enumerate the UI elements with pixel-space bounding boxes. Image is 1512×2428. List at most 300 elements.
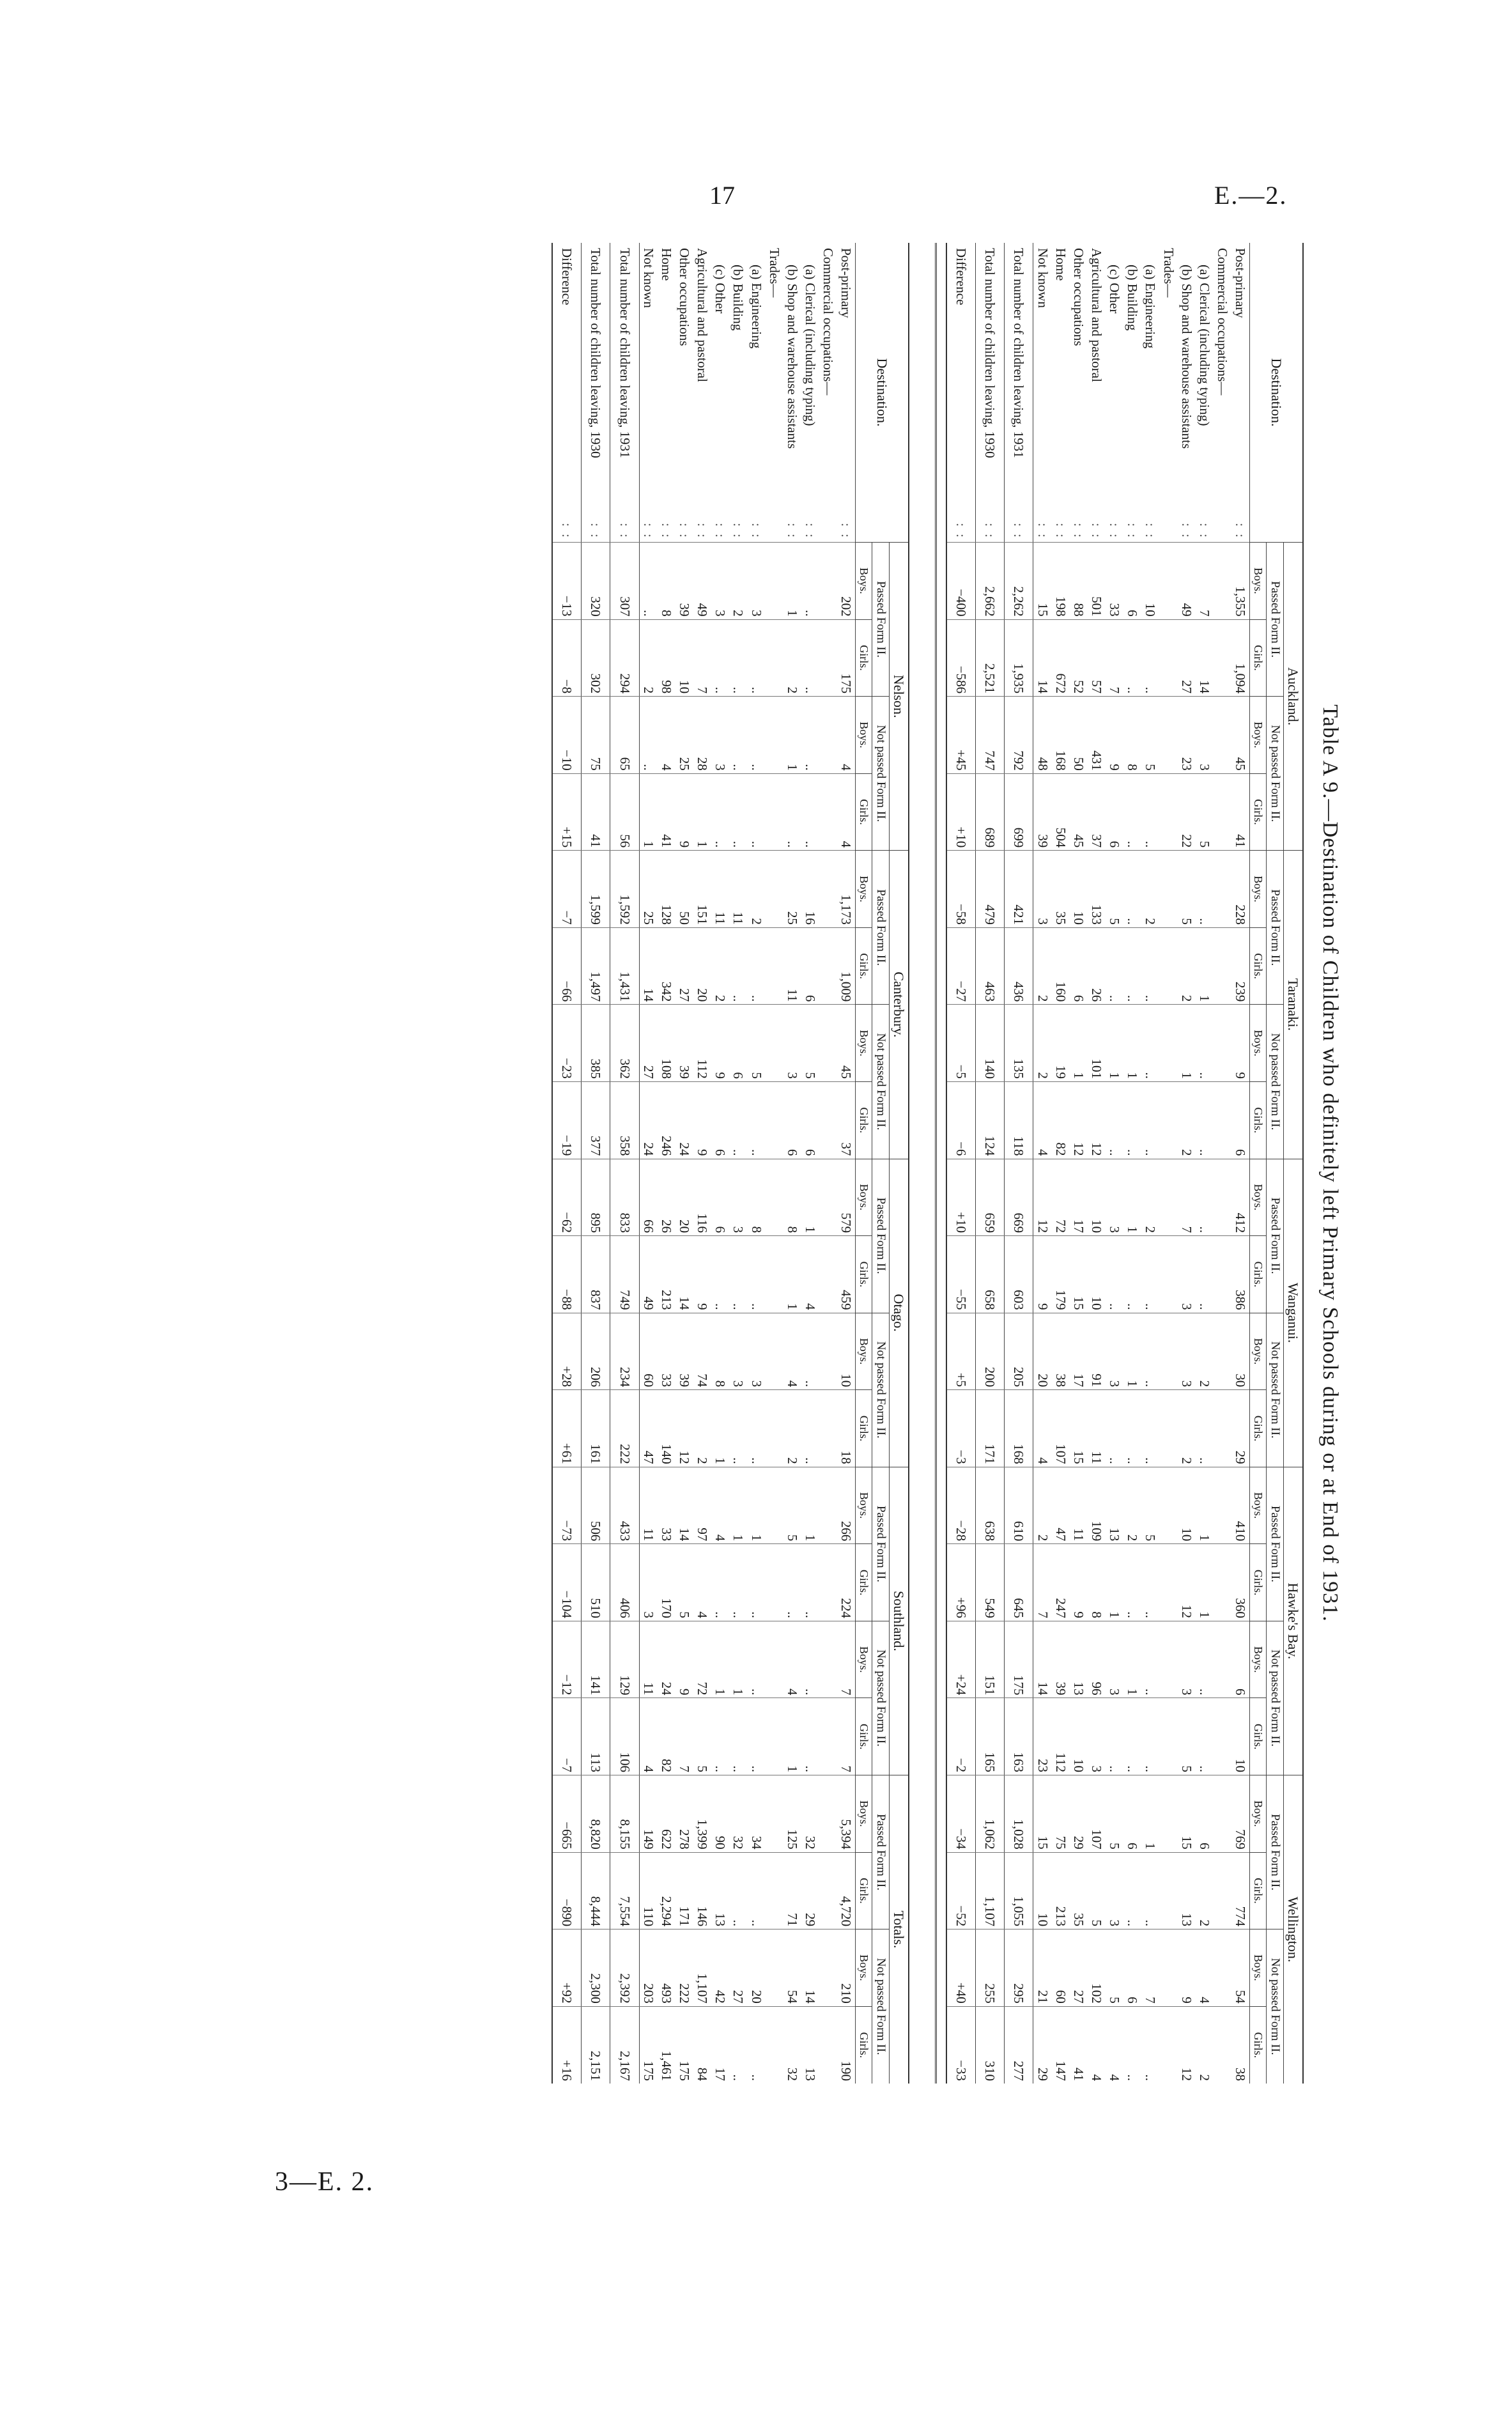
row-label-text: Home bbox=[658, 248, 674, 281]
table-cell: 84 bbox=[693, 2006, 711, 2084]
table-cell: 792 bbox=[1005, 697, 1033, 774]
row-label-text: Home bbox=[1053, 248, 1068, 281]
row-label bbox=[711, 243, 729, 543]
leader-dots: : : bbox=[1070, 523, 1086, 539]
table-cell: 116 bbox=[693, 1159, 711, 1236]
sex-header: Girls. bbox=[856, 2006, 872, 2084]
table-cell: 82 bbox=[1052, 1081, 1070, 1159]
table-cell: 222 bbox=[675, 1929, 693, 2007]
form-status-header: Not passed Form II. bbox=[872, 1005, 889, 1159]
table-cell: 2,294 bbox=[658, 1852, 675, 1929]
table-cell bbox=[819, 1005, 837, 1082]
table-row bbox=[1052, 243, 1070, 2084]
table-cell: .. bbox=[1141, 1313, 1159, 1390]
table-cell: 10 bbox=[1070, 851, 1088, 928]
table-cell bbox=[1159, 697, 1177, 774]
leader-dots: : : bbox=[676, 523, 692, 539]
form-status-header: Not passed Form II. bbox=[1266, 1313, 1283, 1467]
row-label-text: Post-primary bbox=[1233, 248, 1249, 318]
table-cell: 66 bbox=[639, 1159, 658, 1236]
sex-header: Girls. bbox=[1250, 1236, 1267, 1313]
table-cell: 33 bbox=[658, 1467, 675, 1544]
table-cell: 479 bbox=[976, 851, 1005, 928]
table-cell: 421 bbox=[1005, 851, 1033, 928]
table-cell: 3 bbox=[729, 1159, 747, 1236]
row-label bbox=[1052, 243, 1070, 543]
table-cell: 24 bbox=[639, 1081, 658, 1159]
table-cell: 1,107 bbox=[693, 1929, 711, 2007]
table-cell: −88 bbox=[552, 1236, 582, 1313]
table-cell: .. bbox=[747, 1390, 765, 1467]
leader-dots: : : bbox=[588, 523, 604, 539]
table-cell: .. bbox=[729, 1081, 747, 1159]
table-cell: 26 bbox=[1088, 927, 1106, 1005]
table-cell bbox=[766, 1236, 783, 1313]
table-cell: 8 bbox=[658, 543, 675, 620]
table-cell bbox=[1159, 851, 1177, 928]
row-label bbox=[946, 243, 976, 543]
table-cell: .. bbox=[747, 1852, 765, 1929]
table-cell bbox=[1159, 2006, 1177, 2084]
sex-header: Girls. bbox=[856, 1852, 872, 1929]
form-status-header: Passed Form II. bbox=[1266, 1159, 1283, 1313]
table-cell: 4,720 bbox=[837, 1852, 856, 1929]
table-cell: .. bbox=[639, 697, 658, 774]
table-cell: .. bbox=[1196, 1159, 1214, 1236]
table-cell: −5 bbox=[946, 1005, 976, 1082]
table-cell: 9 bbox=[675, 1621, 693, 1698]
sex-header: Girls. bbox=[856, 1544, 872, 1621]
table-cell: .. bbox=[1106, 1698, 1123, 1775]
table-cell: 638 bbox=[976, 1467, 1005, 1544]
form-status-header: Not passed Form II. bbox=[1266, 1929, 1283, 2084]
table-cell: .. bbox=[801, 543, 819, 620]
table-cell: 11 bbox=[729, 851, 747, 928]
row-label-text: (a) Clerical (including typing) bbox=[1196, 265, 1212, 426]
table-cell: 49 bbox=[693, 543, 711, 620]
table-cell: 82 bbox=[658, 1698, 675, 1775]
form-status-header: Passed Form II. bbox=[872, 1775, 889, 1929]
table-cell: 7 bbox=[675, 1698, 693, 1775]
table-cell: 20 bbox=[1033, 1313, 1052, 1390]
row-label-text: (a) Engineering bbox=[1143, 265, 1159, 349]
table-cell: .. bbox=[1196, 1081, 1214, 1159]
form-status-header: Passed Form II. bbox=[872, 1159, 889, 1313]
table-cell: 35 bbox=[1070, 1852, 1088, 1929]
table-cell bbox=[819, 543, 837, 620]
sex-header: Boys. bbox=[856, 1005, 872, 1082]
table-cell: 222 bbox=[610, 1390, 639, 1467]
table-cell: 112 bbox=[1052, 1698, 1070, 1775]
table-cell: 1,009 bbox=[837, 927, 856, 1005]
table-cell: .. bbox=[1123, 1081, 1141, 1159]
table-cell bbox=[819, 1159, 837, 1236]
table-cell: 60 bbox=[639, 1313, 658, 1390]
table-cell: 175 bbox=[675, 2006, 693, 2084]
table-cell: 5 bbox=[1106, 1775, 1123, 1853]
table-cell: .. bbox=[729, 1852, 747, 1929]
row-label-text: Commercial occupations— bbox=[821, 248, 837, 396]
table-cell: 124 bbox=[976, 1081, 1005, 1159]
row-label bbox=[747, 243, 765, 543]
table-cell: −62 bbox=[552, 1159, 582, 1236]
table-cell: 27 bbox=[1070, 1929, 1088, 2007]
row-label bbox=[1033, 243, 1052, 543]
table-cell bbox=[819, 927, 837, 1005]
table-cell: .. bbox=[801, 619, 819, 697]
table-cell: 163 bbox=[1005, 1698, 1033, 1775]
table-cell: 5 bbox=[1088, 1852, 1106, 1929]
table-cell: −66 bbox=[552, 927, 582, 1005]
table-cell: 2,300 bbox=[582, 1929, 610, 2007]
sex-header: Girls. bbox=[1250, 1852, 1267, 1929]
table-cell: .. bbox=[639, 543, 658, 620]
sex-header: Boys. bbox=[856, 851, 872, 928]
table-cell: .. bbox=[1123, 1236, 1141, 1313]
table-cell: 41 bbox=[1231, 773, 1250, 851]
row-label-text: Trades— bbox=[766, 248, 782, 298]
table-cell: 45 bbox=[837, 1005, 856, 1082]
table-cell: 12 bbox=[1088, 1081, 1106, 1159]
table-cell bbox=[1214, 1698, 1231, 1775]
sex-header: Girls. bbox=[856, 1698, 872, 1775]
table-cell: 224 bbox=[837, 1544, 856, 1621]
table-cell: 102 bbox=[1088, 1929, 1106, 2007]
table-cell bbox=[766, 1159, 783, 1236]
table-cell bbox=[1214, 1390, 1231, 1467]
row-label-text: Agricultural and pastoral bbox=[695, 248, 711, 382]
table-cell: 5 bbox=[1178, 1698, 1196, 1775]
table-cell: .. bbox=[747, 1081, 765, 1159]
table-cell: 25 bbox=[783, 851, 801, 928]
table-cell: 96 bbox=[1088, 1621, 1106, 1698]
table-cell: 2 bbox=[1033, 927, 1052, 1005]
table-cell: 1,399 bbox=[693, 1775, 711, 1853]
table-cell: 112 bbox=[693, 1005, 711, 1082]
table-cell: 9 bbox=[1070, 1544, 1088, 1621]
table-cell: 689 bbox=[976, 773, 1005, 851]
row-label bbox=[658, 243, 675, 543]
table-cell: 4 bbox=[837, 773, 856, 851]
table-cell bbox=[766, 851, 783, 928]
table-cell: 1 bbox=[801, 1159, 819, 1236]
table-cell: 2 bbox=[783, 619, 801, 697]
table-cell: 5 bbox=[675, 1544, 693, 1621]
form-status-header: Not passed Form II. bbox=[872, 697, 889, 851]
table-cell: −73 bbox=[552, 1467, 582, 1544]
table-cell: 459 bbox=[837, 1236, 856, 1313]
table-row bbox=[747, 243, 765, 2084]
table-cell: 10 bbox=[1231, 1698, 1250, 1775]
table-cell: 20 bbox=[747, 1929, 765, 2007]
table-cell: 622 bbox=[658, 1775, 675, 1853]
table-cell: 3 bbox=[711, 543, 729, 620]
table-cell: 25 bbox=[639, 851, 658, 928]
table-cell: 113 bbox=[582, 1698, 610, 1775]
sex-header: Boys. bbox=[1250, 1159, 1267, 1236]
table-cell bbox=[819, 1621, 837, 1698]
table-cell: 342 bbox=[658, 927, 675, 1005]
leader-dots: : : bbox=[730, 523, 746, 539]
table-cell: 75 bbox=[1052, 1775, 1070, 1853]
table-cell: 6 bbox=[711, 1081, 729, 1159]
table-cell: 18 bbox=[837, 1390, 856, 1467]
form-status-header: Passed Form II. bbox=[1266, 1467, 1283, 1621]
sex-header: Girls. bbox=[856, 1390, 872, 1467]
table-cell: 5 bbox=[747, 1005, 765, 1082]
row-label bbox=[582, 243, 610, 543]
row-label-text: (c) Other bbox=[713, 265, 729, 314]
table-cell: 213 bbox=[1052, 1852, 1070, 1929]
table-cell: 24 bbox=[675, 1081, 693, 1159]
sex-header: Girls. bbox=[1250, 619, 1267, 697]
sex-header: Girls. bbox=[1250, 2006, 1267, 2084]
table-cell: 3 bbox=[1033, 851, 1052, 928]
table-cell: 1,107 bbox=[976, 1852, 1005, 1929]
table-row bbox=[1231, 243, 1250, 2084]
table-title: Table A 9.—Destination of Children who definitely left Primary Schools during or at End of 1931. bbox=[1318, 704, 1342, 1622]
table-row bbox=[693, 243, 711, 2084]
table-cell: 501 bbox=[1088, 543, 1106, 620]
table-cell: 4 bbox=[837, 697, 856, 774]
table-cell: .. bbox=[711, 619, 729, 697]
table-cell: 19 bbox=[1052, 1005, 1070, 1082]
table-cell: 1,461 bbox=[658, 2006, 675, 2084]
table-cell: 7 bbox=[693, 619, 711, 697]
table-cell bbox=[1214, 851, 1231, 928]
table-cell: −400 bbox=[946, 543, 976, 620]
table-cell: 140 bbox=[976, 1005, 1005, 1082]
table-cell bbox=[1159, 1081, 1177, 1159]
table-row bbox=[819, 243, 837, 2084]
table-cell: 88 bbox=[1070, 543, 1088, 620]
table-cell bbox=[1159, 1929, 1177, 2007]
table-cell: −10 bbox=[552, 697, 582, 774]
table-cell: 431 bbox=[1088, 697, 1106, 774]
leader-dots: : : bbox=[1233, 523, 1249, 539]
table-cell: 310 bbox=[976, 2006, 1005, 2084]
table-cell: 2 bbox=[711, 927, 729, 1005]
table-row bbox=[1196, 243, 1214, 2084]
table-cell: .. bbox=[729, 2006, 747, 2084]
table-cell: −55 bbox=[946, 1236, 976, 1313]
sex-header: Boys. bbox=[1250, 543, 1267, 620]
table-cell: 7 bbox=[1141, 1929, 1159, 2007]
leader-dots: : : bbox=[1143, 523, 1159, 539]
table-cell: 358 bbox=[610, 1081, 639, 1159]
table-cell bbox=[819, 773, 837, 851]
table-cell: 190 bbox=[837, 2006, 856, 2084]
row-label bbox=[1106, 243, 1123, 543]
table-cell: 15 bbox=[1178, 1775, 1196, 1853]
table-cell: 146 bbox=[693, 1852, 711, 1929]
table-row bbox=[1033, 243, 1052, 2084]
table-cell: .. bbox=[711, 1236, 729, 1313]
table-cell: 14 bbox=[1033, 619, 1052, 697]
table-cell: .. bbox=[1123, 1390, 1141, 1467]
table-cell: 320 bbox=[582, 543, 610, 620]
table-cell: −7 bbox=[552, 851, 582, 928]
table-cell: 6 bbox=[801, 927, 819, 1005]
table-cell: 39 bbox=[675, 1005, 693, 1082]
table-2-wrap bbox=[552, 243, 909, 2084]
table-cell: +5 bbox=[946, 1313, 976, 1390]
leader-dots: : : bbox=[802, 523, 818, 539]
table-cell: 210 bbox=[837, 1929, 856, 2007]
table-cell bbox=[1159, 1544, 1177, 1621]
table-cell: 13 bbox=[1070, 1621, 1088, 1698]
table-cell: 50 bbox=[675, 851, 693, 928]
table-cell: 200 bbox=[976, 1313, 1005, 1390]
table-cell: .. bbox=[711, 1544, 729, 1621]
table-cell: 12 bbox=[1033, 1159, 1052, 1236]
section-divider bbox=[935, 243, 937, 2084]
table-cell: 7 bbox=[1033, 1544, 1052, 1621]
table-cell: 1 bbox=[801, 1467, 819, 1544]
table-row bbox=[675, 243, 693, 2084]
row-label-text: Total number of children leaving, 1930 bbox=[588, 248, 604, 458]
sex-header: Boys. bbox=[1250, 1621, 1267, 1698]
row-label bbox=[675, 243, 693, 543]
table-cell: 13 bbox=[1106, 1467, 1123, 1544]
table-cell: 9 bbox=[711, 1005, 729, 1082]
table-cell: 579 bbox=[837, 1159, 856, 1236]
table-cell: 20 bbox=[675, 1159, 693, 1236]
table-cell: 6 bbox=[1106, 773, 1123, 851]
row-label-text: Other occupations bbox=[1070, 248, 1086, 346]
table-cell: 10 bbox=[1178, 1467, 1196, 1544]
sex-header: Girls. bbox=[856, 773, 872, 851]
table-cell bbox=[1214, 927, 1231, 1005]
table-cell: 23 bbox=[1033, 1698, 1052, 1775]
table-cell: 72 bbox=[1052, 1159, 1070, 1236]
table-cell: 11 bbox=[711, 851, 729, 928]
table-cell: 13 bbox=[1178, 1852, 1196, 1929]
table-cell: .. bbox=[1141, 773, 1159, 851]
table-cell: 9 bbox=[1106, 697, 1123, 774]
table-cell bbox=[1159, 1698, 1177, 1775]
row-label-text: Not known bbox=[640, 248, 656, 308]
table-cell: 2 bbox=[729, 543, 747, 620]
leader-dots: : : bbox=[559, 523, 575, 539]
row-label-text: Total number of children leaving, 1931 bbox=[617, 248, 633, 458]
table-cell: 506 bbox=[582, 1467, 610, 1544]
table-cell: 302 bbox=[582, 619, 610, 697]
table-cell: 3 bbox=[1106, 1621, 1123, 1698]
form-status-header: Not passed Form II. bbox=[1266, 1621, 1283, 1775]
table-row bbox=[801, 243, 819, 2084]
table-cell: 377 bbox=[582, 1081, 610, 1159]
row-label bbox=[693, 243, 711, 543]
table-cell: 9 bbox=[675, 773, 693, 851]
table-cell: −2 bbox=[946, 1698, 976, 1775]
table-cell: .. bbox=[1123, 1852, 1141, 1929]
row-label-text: Other occupations bbox=[676, 248, 692, 346]
table-cell: 35 bbox=[1052, 851, 1070, 928]
table-cell: 161 bbox=[582, 1390, 610, 1467]
row-label bbox=[1178, 243, 1196, 543]
table-cell: .. bbox=[801, 1621, 819, 1698]
table-cell: 4 bbox=[801, 1236, 819, 1313]
table-cell: 33 bbox=[658, 1313, 675, 1390]
table-cell bbox=[1214, 1236, 1231, 1313]
sex-header: Girls. bbox=[1250, 1544, 1267, 1621]
table-cell: 3 bbox=[747, 1313, 765, 1390]
table-cell: −3 bbox=[946, 1390, 976, 1467]
table-cell: 1,497 bbox=[582, 927, 610, 1005]
table-cell: .. bbox=[747, 697, 765, 774]
table-cell: 41 bbox=[658, 773, 675, 851]
table-cell: 17 bbox=[1070, 1313, 1088, 1390]
table-cell bbox=[1159, 619, 1177, 697]
table-cell: 2,392 bbox=[610, 1929, 639, 2007]
table-cell: 8 bbox=[711, 1313, 729, 1390]
table-cell bbox=[1159, 1852, 1177, 1929]
table-cell: 2 bbox=[783, 1390, 801, 1467]
table-row bbox=[766, 243, 783, 2084]
table-cell: 2 bbox=[693, 1390, 711, 1467]
table-cell bbox=[819, 1467, 837, 1544]
table-cell: 433 bbox=[610, 1467, 639, 1544]
table-cell: 50 bbox=[1070, 697, 1088, 774]
table-cell bbox=[1214, 1775, 1231, 1853]
table-cell: .. bbox=[1196, 1390, 1214, 1467]
table-cell: 107 bbox=[1052, 1390, 1070, 1467]
table-cell: 493 bbox=[658, 1929, 675, 2007]
table-cell bbox=[1214, 1313, 1231, 1390]
table-cell bbox=[1214, 1005, 1231, 1082]
table-row bbox=[711, 243, 729, 2084]
table-row bbox=[1178, 243, 1196, 2084]
table-cell: 5 bbox=[1196, 773, 1214, 851]
table-cell: 15 bbox=[1033, 1775, 1052, 1853]
table-cell: 5 bbox=[1106, 851, 1123, 928]
table-cell: 669 bbox=[1005, 1159, 1033, 1236]
table-cell: 8,155 bbox=[610, 1775, 639, 1853]
row-label bbox=[783, 243, 801, 543]
table-cell: 98 bbox=[658, 619, 675, 697]
table-cell: 107 bbox=[1088, 1775, 1106, 1853]
sex-header: Boys. bbox=[1250, 1775, 1267, 1853]
sex-header: Boys. bbox=[856, 543, 872, 620]
table-cell: .. bbox=[1141, 2006, 1159, 2084]
table-cell: 659 bbox=[976, 1159, 1005, 1236]
table-cell: 27 bbox=[675, 927, 693, 1005]
table-cell: 7,554 bbox=[610, 1852, 639, 1929]
table-cell: 32 bbox=[801, 1775, 819, 1853]
table-cell: 1 bbox=[1106, 1005, 1123, 1082]
table-cell: 4 bbox=[1088, 2006, 1106, 2084]
sex-header: Girls. bbox=[1250, 773, 1267, 851]
row-label-text: (a) Clerical (including typing) bbox=[802, 265, 818, 426]
table-cell: 11 bbox=[1070, 1467, 1088, 1544]
table-cell: 57 bbox=[1088, 619, 1106, 697]
table-cell: 895 bbox=[582, 1159, 610, 1236]
table-cell: 8 bbox=[747, 1159, 765, 1236]
table-cell: .. bbox=[747, 1698, 765, 1775]
table-cell: 362 bbox=[610, 1005, 639, 1082]
table-row bbox=[946, 243, 976, 2084]
row-label-text: (b) Shop and warehouse assistants bbox=[1178, 265, 1194, 449]
row-label bbox=[729, 243, 747, 543]
table-cell: −19 bbox=[552, 1081, 582, 1159]
table-cell: 90 bbox=[711, 1775, 729, 1853]
table-cell bbox=[819, 1929, 837, 2007]
table-cell: 42 bbox=[711, 1929, 729, 2007]
row-label bbox=[1214, 243, 1231, 543]
region-header: Auckland. bbox=[1283, 543, 1303, 851]
table-row bbox=[837, 243, 856, 2084]
